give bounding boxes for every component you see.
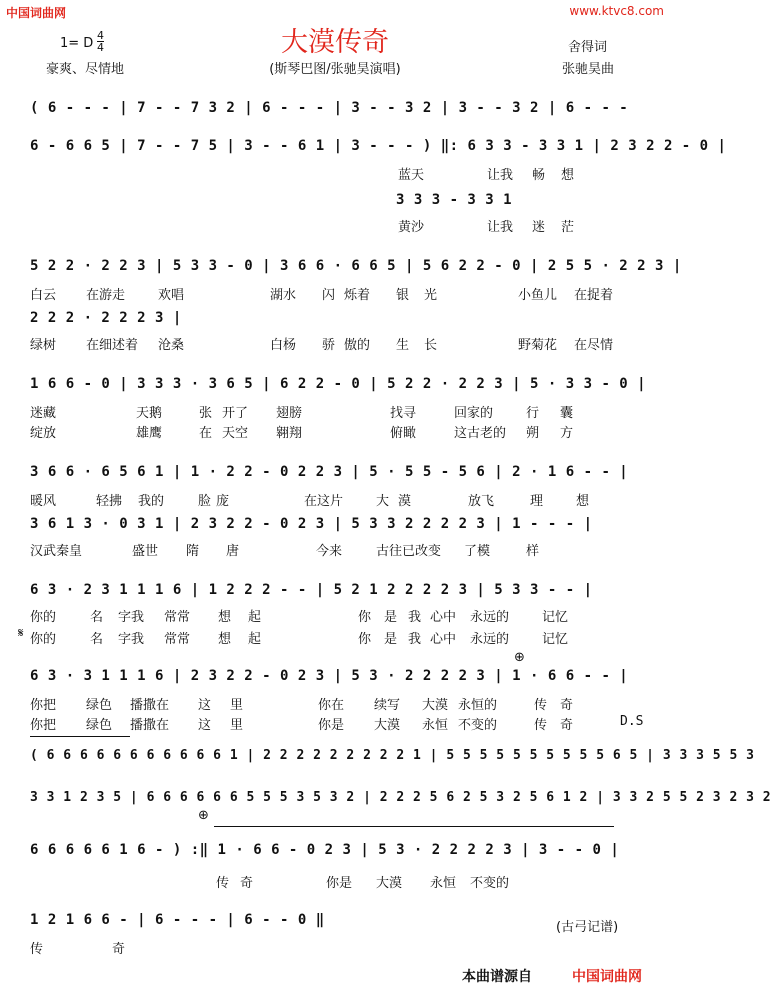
lyric-word: 白杨	[270, 338, 297, 353]
lyric-word: 开了	[222, 406, 249, 421]
lyric-word: 传	[216, 876, 230, 891]
lyric-word: 张	[199, 406, 213, 421]
lyric-word: 翱翔	[276, 426, 303, 441]
lyric-word: 绿树	[30, 338, 57, 353]
lyric-word: 永恒	[422, 718, 449, 733]
lyric-word: 记忆	[542, 610, 569, 625]
lyric-word: 我	[408, 610, 422, 625]
lyric-word: 银	[396, 288, 410, 303]
lyric-word: 你的	[30, 632, 57, 647]
lyric-word: 奇	[560, 698, 574, 713]
dal-segno-marking: D.S	[620, 714, 644, 729]
lyric-word: 天空	[222, 426, 249, 441]
coda-icon: ⊕	[198, 808, 209, 823]
lyric-word: 迷	[532, 220, 546, 235]
transcriber-note: (古弓记谱)	[556, 920, 619, 935]
key-signature: 1= D	[60, 36, 94, 51]
lyric-word: 你是	[326, 876, 353, 891]
lyric-word: 想	[576, 494, 590, 509]
lyric-word: 庞	[216, 494, 230, 509]
lyric-word: 生	[396, 338, 410, 353]
notation-line-8: ( 6 6 6 6 6 6 6 6 6 6 6 1 | 2 2 2 2 2 2 2 2 2 1 | 5 5 5 5 5 5 5 5 5 5 6 5 | 3 3 3 5 5 3	[30, 748, 755, 763]
notation-line-2: 6 - 6 6 5 | 7 - - 7 5 | 3 - - 6 1 | 3 - - - ) ‖: 6 3 3 - 3 3 1 | 2 3 2 2 - 0 |	[30, 138, 727, 154]
lyric-word: 绿色	[86, 698, 113, 713]
lyric-word: 方	[560, 426, 574, 441]
site-watermark-bottom: 中国词曲网	[572, 969, 642, 985]
lyric-word: 名	[90, 632, 104, 647]
lyric-word: 白云	[30, 288, 57, 303]
lyric-word: 天鹅	[136, 406, 163, 421]
lyric-word: 在游走	[86, 288, 126, 303]
lyric-word: 俯瞰	[390, 426, 417, 441]
site-url-watermark: www.ktvc8.com	[569, 4, 664, 18]
notation-line-6: 6 3 · 2 3 1 1 1 6 | 1 2 2 2 - - | 5 2 1 2 2 2 2 3 | 5 3 3 - - |	[30, 582, 593, 598]
lyric-word: 不变的	[458, 718, 498, 733]
lyric-word: 是	[384, 632, 398, 647]
lyric-word: 盛世	[132, 544, 159, 559]
volta-bracket-2	[214, 826, 614, 827]
lyric-word: 字我	[118, 632, 145, 647]
notation-line-7: 6 3 · 3 1 1 1 6 | 2 3 2 2 - 0 2 3 | 5 3 · 2 2 2 2 3 | 1 · 6 6 - - |	[30, 668, 629, 684]
lyric-word: 小鱼儿	[518, 288, 558, 303]
lyric-word: 想	[561, 168, 575, 183]
lyric-word: 你	[358, 610, 372, 625]
notation-verse2-fragment: 3 6 1 3 · 0 3 1 | 2 3 2 2 - 0 2 3 | 5 3 3 2 2 2 2 3 | 1 - - - |	[30, 516, 593, 532]
tempo-marking: 豪爽、尽情地	[46, 62, 125, 77]
lyric-word: 骄	[322, 338, 336, 353]
lyric-word: 记忆	[542, 632, 569, 647]
lyric-word: 唐	[226, 544, 240, 559]
coda-icon: ⊕	[514, 650, 525, 665]
lyric-word: 绽放	[30, 426, 57, 441]
lyric-word: 回家的	[454, 406, 494, 421]
lyric-word: 播撒在	[130, 718, 170, 733]
lyric-word: 你	[358, 632, 372, 647]
lyric-word: 传	[30, 942, 44, 957]
lyric-word: 这	[198, 718, 212, 733]
lyric-word: 大漠	[422, 698, 449, 713]
volta-bracket-1	[30, 736, 130, 737]
lyric-word: 永远的	[470, 632, 510, 647]
time-signature	[97, 30, 104, 53]
lyric-word: 大漠	[374, 718, 401, 733]
notation-line-9: 3 3 1 2 3 5 | 6 6 6 6 6 6 5 5 5 3 5 3 2 | 2 2 2 5 6 2 5 3 2 5 6 1 2 | 3 3 2 5 5 2 3 2 3 2	[30, 790, 771, 805]
lyric-word: 永远的	[470, 610, 510, 625]
lyric-word: 续写	[374, 698, 401, 713]
lyric-word: 奇	[112, 942, 126, 957]
lyric-word: 起	[248, 632, 262, 647]
lyric-word: 奇	[560, 718, 574, 733]
lyric-word: 囊	[560, 406, 574, 421]
lyric-word: 里	[230, 698, 244, 713]
lyric-word: 轻拂	[96, 494, 123, 509]
lyric-word: 漠	[398, 494, 412, 509]
notation-line-1: ( 6 - - - | 7 - - 7 3 2 | 6 - - - | 3 - - 3 2 | 3 - - 3 2 | 6 - - -	[30, 100, 629, 116]
lyric-word: 茫	[561, 220, 575, 235]
lyric-word: 想	[218, 610, 232, 625]
lyric-word: 在	[199, 426, 213, 441]
lyric-word: 欢唱	[158, 288, 185, 303]
lyric-word: 朔	[526, 426, 540, 441]
lyric-word: 你把	[30, 698, 57, 713]
lyric-word: 是	[384, 610, 398, 625]
lyric-word: 暖风	[30, 494, 57, 509]
lyricist-credit: 舍得词	[568, 40, 608, 55]
lyric-word: 大	[376, 494, 390, 509]
lyric-word: 这	[198, 698, 212, 713]
lyric-word: 理	[530, 494, 544, 509]
lyric-word: 畅	[532, 168, 546, 183]
notation-verse2-fragment: 2 2 2 · 2 2 2 3 |	[30, 310, 182, 326]
lyric-word: 在这片	[304, 494, 344, 509]
notation-line-3: 5 2 2 · 2 2 3 | 5 3 3 - 0 | 3 6 6 · 6 6 5 | 5 6 2 2 - 0 | 2 5 5 · 2 2 3 |	[30, 258, 682, 274]
notation-line-10: 6 6 6 6 6 1 6 - ) :‖ 1 · 6 6 - 0 2 3 | 5 3 · 2 2 2 2 3 | 3 - - 0 |	[30, 842, 620, 858]
lyric-word: 常常	[164, 610, 191, 625]
lyric-word: 你的	[30, 610, 57, 625]
lyric-word: 永恒的	[458, 698, 498, 713]
lyric-word: 古往已改变	[376, 544, 442, 559]
lyric-word: 迷藏	[30, 406, 57, 421]
lyric-word: 绿色	[86, 718, 113, 733]
lyric-word: 黄沙	[398, 220, 425, 235]
lyric-word: 长	[424, 338, 438, 353]
lyric-word: 翅膀	[276, 406, 303, 421]
time-signature-top: 4	[97, 29, 104, 42]
lyric-word: 让我	[487, 168, 514, 183]
lyric-word: 里	[230, 718, 244, 733]
lyric-word: 在尽情	[574, 338, 614, 353]
time-signature-bottom: 4	[97, 41, 104, 54]
lyric-word: 常常	[164, 632, 191, 647]
lyric-word: 在捉着	[574, 288, 614, 303]
lyric-word: 光	[424, 288, 438, 303]
lyric-word: 样	[526, 544, 540, 559]
lyric-word: 播撒在	[130, 698, 170, 713]
lyric-word: 傲的	[344, 338, 371, 353]
lyric-word: 行	[526, 406, 540, 421]
lyric-word: 蓝天	[398, 168, 425, 183]
notation-line-4: 1 6 6 - 0 | 3 3 3 · 3 6 5 | 6 2 2 - 0 | 5 2 2 · 2 2 3 | 5 · 3 3 - 0 |	[30, 376, 647, 392]
lyric-word: 在细述着	[86, 338, 139, 353]
lyric-word: 野菊花	[518, 338, 558, 353]
lyric-word: 传	[534, 698, 548, 713]
lyric-word: 隋	[186, 544, 200, 559]
lyric-word: 脸	[198, 494, 212, 509]
lyric-word: 放飞	[468, 494, 495, 509]
lyric-word: 湖水	[270, 288, 297, 303]
lyric-word: 这古老的	[454, 426, 507, 441]
lyric-word: 闪	[322, 288, 336, 303]
notation-line-11: 1 2 1 6 6 - | 6 - - - | 6 - - 0 ‖	[30, 912, 325, 928]
lyric-word: 找寻	[390, 406, 417, 421]
notation-line-5: 3 6 6 · 6 5 6 1 | 1 · 2 2 - 0 2 2 3 | 5 · 5 5 - 5 6 | 2 · 1 6 - - |	[30, 464, 629, 480]
lyric-word: 你是	[318, 718, 345, 733]
lyric-word: 心中	[430, 632, 457, 647]
lyric-word: 我的	[138, 494, 165, 509]
lyric-word: 想	[218, 632, 232, 647]
notation-verse2-fragment: 3 3 3 - 3 3 1	[396, 192, 513, 208]
source-label: 本曲谱源自	[462, 969, 532, 985]
performer-subtitle: (斯琴巴图/张驰昊演唱)	[269, 62, 401, 77]
composer-credit: 张驰昊曲	[562, 62, 615, 77]
lyric-word: 永恒	[430, 876, 457, 891]
lyric-word: 起	[248, 610, 262, 625]
song-title: 大漠传奇	[281, 27, 389, 58]
site-watermark-top-left: 中国词曲网	[6, 6, 67, 20]
lyric-word: 了模	[464, 544, 491, 559]
lyric-word: 雄鹰	[136, 426, 163, 441]
lyric-word: 名	[90, 610, 104, 625]
lyric-word: 你在	[318, 698, 345, 713]
segno-icon: 𝄋	[18, 626, 24, 641]
lyric-word: 大漠	[376, 876, 403, 891]
lyric-word: 心中	[430, 610, 457, 625]
lyric-word: 不变的	[470, 876, 510, 891]
lyric-word: 我	[408, 632, 422, 647]
lyric-word: 你把	[30, 718, 57, 733]
lyric-word: 今来	[316, 544, 343, 559]
lyric-word: 奇	[240, 876, 254, 891]
lyric-word: 沧桑	[158, 338, 185, 353]
lyric-word: 字我	[118, 610, 145, 625]
lyric-word: 汉武秦皇	[30, 544, 83, 559]
lyric-word: 让我	[487, 220, 514, 235]
lyric-word: 传	[534, 718, 548, 733]
lyric-word: 烁着	[344, 288, 371, 303]
